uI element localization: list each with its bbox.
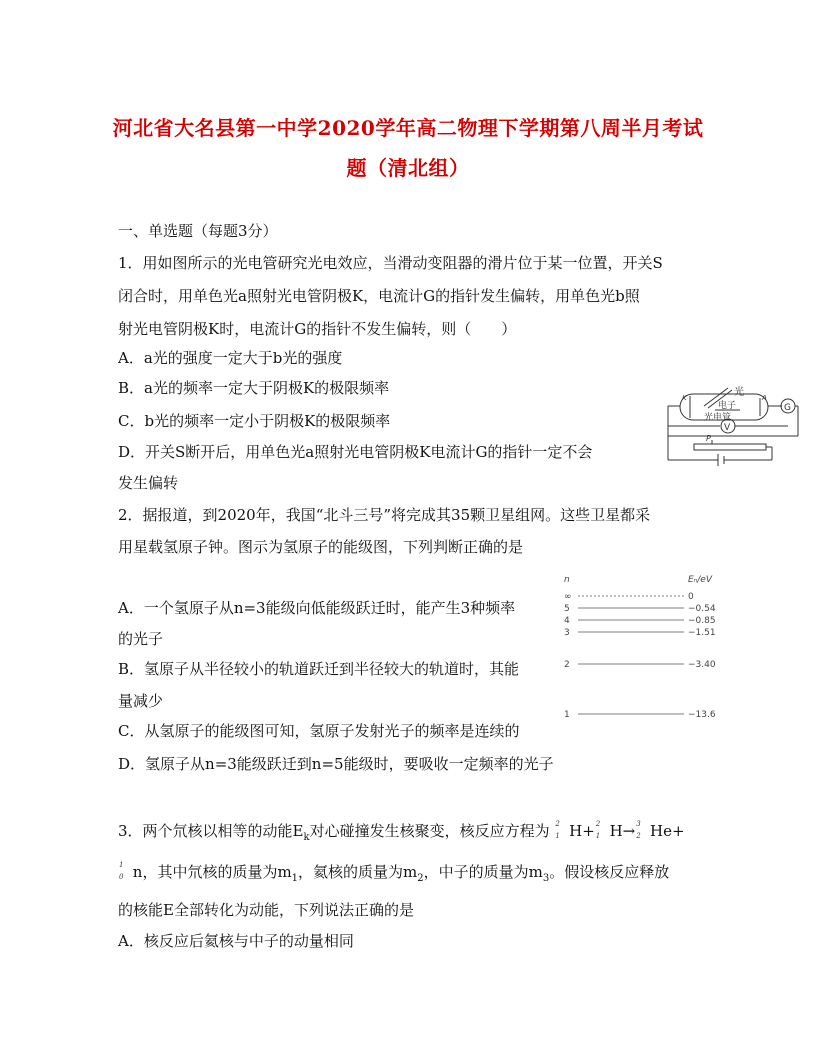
- level-energy-label: −0.85: [688, 616, 716, 626]
- document-title-line2: 题（清北组）: [346, 156, 470, 180]
- electron-label: 电子: [718, 401, 737, 411]
- q3-text-mid: 对心碰撞发生核聚变，核反应方程为: [309, 822, 550, 840]
- q3-line2: 1 0 n，其中氘核的质量为$m_1$，氦核的质量为$m_2$，中子的质量为$m_3$。假设核反应释放: [119, 861, 670, 884]
- q2-option-a-line2: 的光子: [118, 630, 164, 648]
- q2-option-b-line2: 量减少: [118, 692, 164, 710]
- level-energy-label: −3.40: [688, 660, 716, 670]
- q3-option-a: A．核反应后氦核与中子的动量相同: [118, 932, 354, 950]
- q3-h-plus: H+: [569, 822, 595, 840]
- energy-axis-label: Eₙ/eV: [688, 575, 713, 585]
- q1-line2: 闭合时，用单色光a照射光电管阴极K，电流计G的指针发生偏转，用单色光b照: [118, 287, 640, 305]
- q2-line1: 2．据报道，到2020年，我国“北斗三号”将完成其35颗卫星组网。这些卫星都采: [118, 506, 651, 524]
- q2-option-a-line1: A．一个氢原子从n=3能级向低能级跃迁时，能产生3种频率: [118, 599, 516, 617]
- anode-label: A: [762, 394, 767, 402]
- photoelectric-circuit-diagram: [660, 384, 800, 480]
- section-heading: 一、单选题（每题3分）: [118, 222, 278, 240]
- level-energy-label: −0.54: [688, 604, 716, 614]
- q3-text-pre: 3．两个氘核以相等的动能E: [118, 822, 304, 840]
- q1-line1: 1．用如图所示的光电管研究光电效应，当滑动变阻器的滑片位于某一位置，开关S: [118, 254, 663, 272]
- n-axis-label: n: [564, 575, 570, 585]
- level-energy-label: −13.6: [688, 710, 716, 720]
- q2-option-b-line1: B．氢原子从半径较小的轨道跃迁到半径较大的轨道时，其能: [118, 660, 520, 678]
- q2-line2: 用星载氢原子钟。图示为氢原子的能级图，下列判断正确的是: [118, 538, 524, 556]
- q3-line3: 的核能E全部转化为动能，下列说法正确的是: [118, 901, 414, 919]
- cathode-label: K: [682, 394, 687, 402]
- slider-label: P: [706, 434, 711, 443]
- voltmeter-label: V: [724, 423, 731, 433]
- level-n-label: 3: [564, 628, 570, 638]
- q1-line3: 射光电管阴极K时，电流计G的指针不发生偏转，则（ ）: [118, 320, 517, 338]
- q1-option-d-line2: 发生偏转: [118, 474, 179, 492]
- hydrogen-energy-level-diagram: [560, 572, 730, 720]
- level-n-label: 1: [564, 710, 570, 720]
- q3-ek-subscript: k: [303, 832, 310, 843]
- q3-line1: [118, 820, 685, 843]
- level-n-label: 5: [564, 604, 570, 614]
- light-label: 光: [734, 387, 744, 398]
- nuclide-deuterium-1: 2 1: [555, 820, 560, 840]
- q3-he-plus: He+: [650, 822, 685, 840]
- nuclide-helium: 3 2: [636, 820, 641, 840]
- level-energy-label: −1.51: [688, 628, 716, 638]
- q1-option-a: A．a光的强度一定大于b光的强度: [118, 349, 343, 367]
- level-n-label: 4: [564, 616, 570, 626]
- q2-option-c: C．从氢原子的能级图可知，氢原子发射光子的频率是连续的: [118, 722, 520, 740]
- q1-option-d-line1: D．开关S断开后，用单色光a照射光电管阴极K电流计G的指针一定不会: [118, 443, 593, 461]
- q3-h-arrow: H→: [609, 822, 636, 840]
- level-n-label: ∞: [564, 592, 572, 602]
- q1-option-b: B．a光的频率一定大于阴极K的极限频率: [118, 379, 390, 397]
- level-energy-label: 0: [688, 592, 694, 602]
- tube-label: 光电管: [704, 413, 732, 423]
- level-n-label: 2: [564, 660, 570, 670]
- nuclide-deuterium-2: 2 1: [595, 820, 601, 840]
- document-title-line1: 河北省大名县第一中学2020学年高二物理下学期第八周半月考试: [112, 116, 704, 140]
- galvanometer-label: G: [784, 403, 791, 413]
- q2-option-d: D．氢原子从n=3能级跃迁到n=5能级时，要吸收一定频率的光子: [118, 755, 554, 773]
- nuclide-neutron: 1 0: [119, 861, 124, 881]
- q1-option-c: C．b光的频率一定小于阴极K的极限频率: [118, 412, 391, 430]
